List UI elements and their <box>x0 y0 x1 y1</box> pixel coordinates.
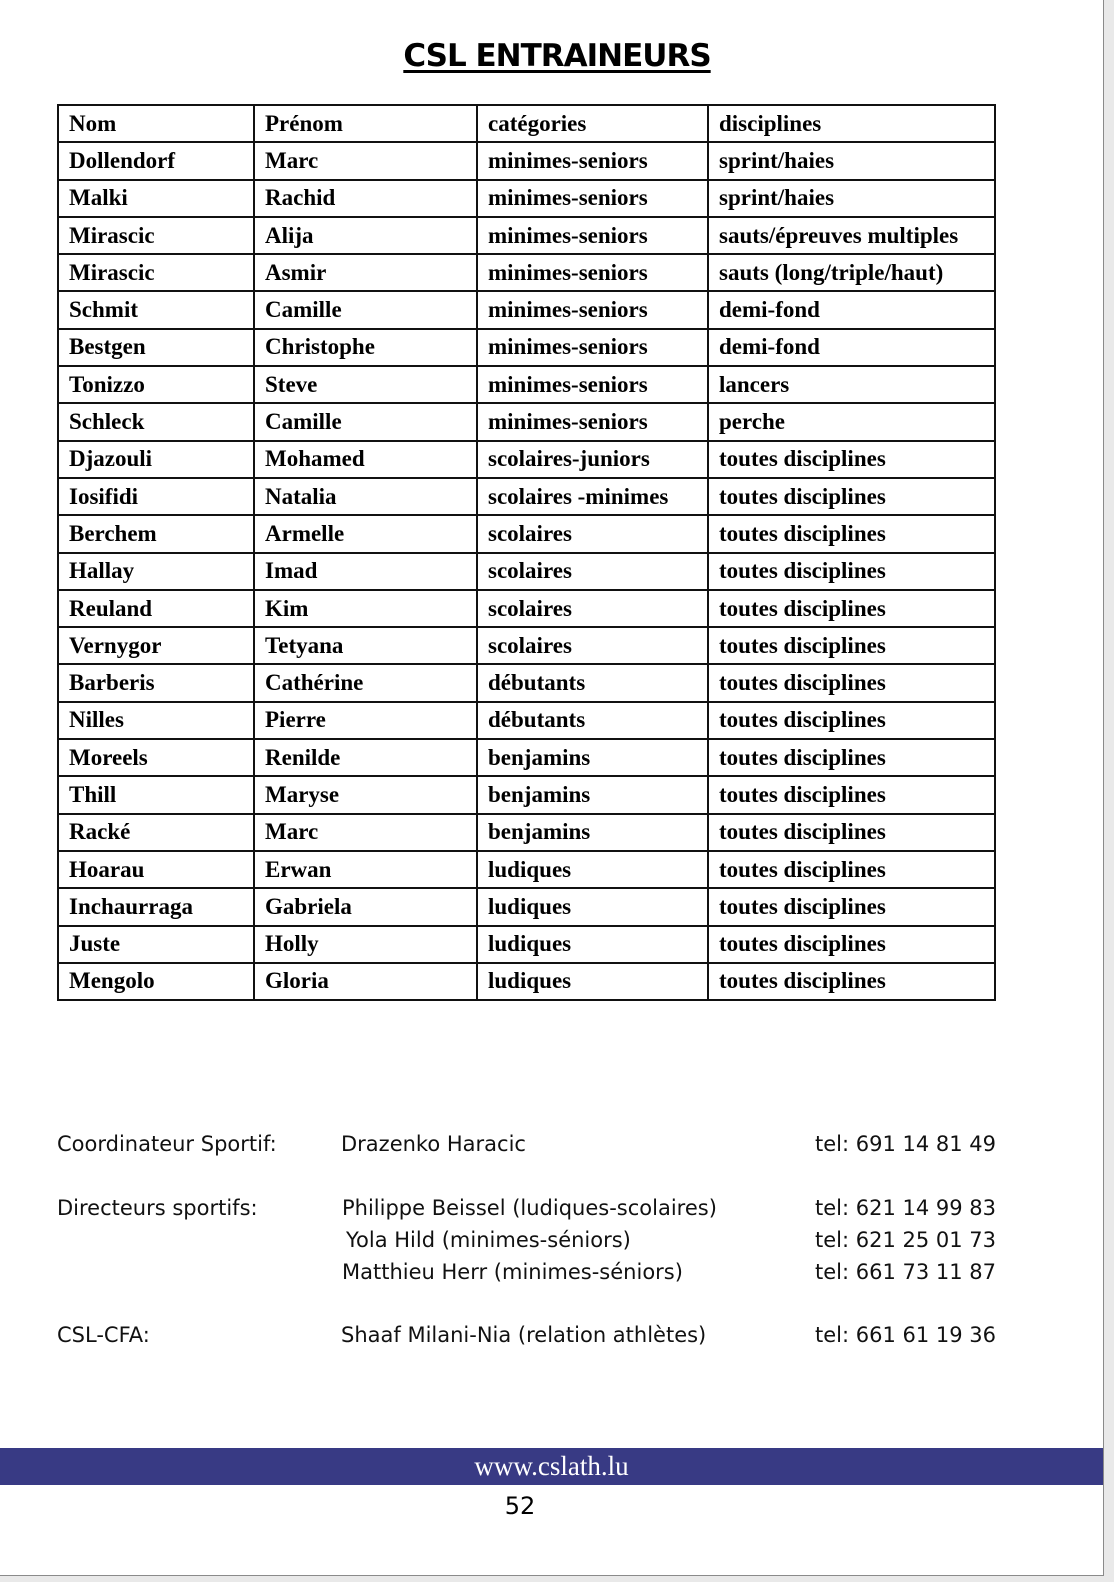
table-cell: scolaires <box>477 515 708 552</box>
table-cell: minimes-seniors <box>477 329 708 366</box>
table-row <box>58 515 995 552</box>
table-cell: disciplines <box>708 105 995 142</box>
table-cell: Imad <box>254 553 477 590</box>
director-name: Matthieu Herr (minimes-séniors) <box>342 1260 683 1284</box>
table-cell: Nilles <box>58 702 254 739</box>
coordinator-label: Coordinateur Sportif: <box>57 1132 277 1156</box>
table-cell: Camille <box>254 403 477 440</box>
table-cell: toutes disciplines <box>708 963 995 1000</box>
coaches-table <box>57 104 996 1001</box>
table-cell: Christophe <box>254 329 477 366</box>
table-row <box>58 814 995 851</box>
table-cell: Mohamed <box>254 441 477 478</box>
table-cell: toutes disciplines <box>708 888 995 925</box>
table-cell: Cathérine <box>254 664 477 701</box>
table-cell: toutes disciplines <box>708 478 995 515</box>
table-cell: toutes disciplines <box>708 553 995 590</box>
table-cell: Hallay <box>58 553 254 590</box>
table-cell: Schmit <box>58 291 254 328</box>
table-cell: toutes disciplines <box>708 627 995 664</box>
coordinator-tel: tel: 691 14 81 49 <box>815 1132 997 1156</box>
table-row <box>58 888 995 925</box>
page-title: CSL ENTRAINEURS <box>403 38 711 74</box>
director-name: Philippe Beissel (ludiques-scolaires) <box>342 1196 717 1220</box>
table-cell: benjamins <box>477 776 708 813</box>
table-cell: minimes-seniors <box>477 217 708 254</box>
table-row <box>58 478 995 515</box>
table-cell: scolaires <box>477 553 708 590</box>
table-cell: Tonizzo <box>58 366 254 403</box>
table-cell: Gloria <box>254 963 477 1000</box>
table-row <box>58 627 995 664</box>
table-cell: Rachid <box>254 180 477 217</box>
table-row <box>58 291 995 328</box>
table-cell: benjamins <box>477 814 708 851</box>
director-name: Yola Hild (minimes-séniors) <box>346 1228 631 1252</box>
table-cell: Dollendorf <box>58 142 254 179</box>
table-row <box>58 329 995 366</box>
table-cell: Schleck <box>58 403 254 440</box>
table-cell: Bestgen <box>58 329 254 366</box>
table-cell: scolaires -minimes <box>477 478 708 515</box>
table-cell: scolaires <box>477 590 708 627</box>
table-cell: Asmir <box>254 254 477 291</box>
table-row <box>58 776 995 813</box>
table-row <box>58 926 995 963</box>
table-cell: sprint/haies <box>708 142 995 179</box>
table-cell: ludiques <box>477 888 708 925</box>
table-row <box>58 664 995 701</box>
table-cell: Barberis <box>58 664 254 701</box>
table-row <box>58 702 995 739</box>
table-cell: Inchaurraga <box>58 888 254 925</box>
table-cell: Reuland <box>58 590 254 627</box>
table-cell: Steve <box>254 366 477 403</box>
table-cell: Mirascic <box>58 217 254 254</box>
table-cell: Moreels <box>58 739 254 776</box>
table-cell: toutes disciplines <box>708 515 995 552</box>
table-cell: lancers <box>708 366 995 403</box>
table-cell: toutes disciplines <box>708 776 995 813</box>
table-cell: Natalia <box>254 478 477 515</box>
table-cell: demi-fond <box>708 329 995 366</box>
table-row <box>58 441 995 478</box>
table-cell: Tetyana <box>254 627 477 664</box>
table-cell: toutes disciplines <box>708 441 995 478</box>
table-row <box>58 403 995 440</box>
table-cell: Iosifidi <box>58 478 254 515</box>
table-cell: Djazouli <box>58 441 254 478</box>
footer-url[interactable]: www.cslath.lu <box>474 1451 629 1481</box>
table-cell: Prénom <box>254 105 477 142</box>
table-cell: toutes disciplines <box>708 814 995 851</box>
table-cell: Erwan <box>254 851 477 888</box>
table-cell: Pierre <box>254 702 477 739</box>
table-cell: Nom <box>58 105 254 142</box>
table-cell: ludiques <box>477 963 708 1000</box>
table-cell: scolaires <box>477 627 708 664</box>
table-row <box>58 590 995 627</box>
table-cell: toutes disciplines <box>708 926 995 963</box>
directors-label: Directeurs sportifs: <box>57 1196 258 1220</box>
table-row <box>58 963 995 1000</box>
table-cell: Marc <box>254 142 477 179</box>
table-header-row <box>58 105 995 142</box>
table-row <box>58 553 995 590</box>
table-cell: demi-fond <box>708 291 995 328</box>
table-cell: Juste <box>58 926 254 963</box>
table-cell: ludiques <box>477 851 708 888</box>
table-cell: Hoarau <box>58 851 254 888</box>
table-cell: Marc <box>254 814 477 851</box>
page-number: 52 <box>504 1492 536 1520</box>
table-cell: sauts (long/triple/haut) <box>708 254 995 291</box>
table-row <box>58 851 995 888</box>
table-cell: toutes disciplines <box>708 739 995 776</box>
table-cell: Mengolo <box>58 963 254 1000</box>
table-cell: ludiques <box>477 926 708 963</box>
table-cell: sprint/haies <box>708 180 995 217</box>
table-cell: Camille <box>254 291 477 328</box>
cfa-tel: tel: 661 61 19 36 <box>815 1323 997 1347</box>
coordinator-name: Drazenko Haracic <box>341 1132 526 1156</box>
table-row <box>58 142 995 179</box>
table-cell: Holly <box>254 926 477 963</box>
table-row <box>58 254 995 291</box>
table-row <box>58 739 995 776</box>
table-cell: Alija <box>254 217 477 254</box>
table-row <box>58 180 995 217</box>
table-cell: Armelle <box>254 515 477 552</box>
table-cell: débutants <box>477 664 708 701</box>
table-row <box>58 217 995 254</box>
table-cell: Gabriela <box>254 888 477 925</box>
table-cell: sauts/épreuves multiples <box>708 217 995 254</box>
table-cell: Berchem <box>58 515 254 552</box>
table-cell: minimes-seniors <box>477 291 708 328</box>
table-row <box>58 366 995 403</box>
table-cell: Malki <box>58 180 254 217</box>
table-cell: Renilde <box>254 739 477 776</box>
table-cell: débutants <box>477 702 708 739</box>
table-cell: perche <box>708 403 995 440</box>
cfa-name: Shaaf Milani-Nia (relation athlètes) <box>341 1323 707 1347</box>
table-cell: Mirascic <box>58 254 254 291</box>
table-cell: Maryse <box>254 776 477 813</box>
table-cell: Vernygor <box>58 627 254 664</box>
table-cell: catégories <box>477 105 708 142</box>
table-cell: toutes disciplines <box>708 664 995 701</box>
table-cell: minimes-seniors <box>477 254 708 291</box>
table-cell: toutes disciplines <box>708 590 995 627</box>
director-tel: tel: 621 25 01 73 <box>815 1228 997 1252</box>
table-cell: toutes disciplines <box>708 851 995 888</box>
table-cell: minimes-seniors <box>477 366 708 403</box>
table-cell: minimes-seniors <box>477 142 708 179</box>
director-tel: tel: 621 14 99 83 <box>815 1196 997 1220</box>
cfa-label: CSL-CFA: <box>57 1323 150 1347</box>
table-cell: minimes-seniors <box>477 180 708 217</box>
table-cell: scolaires-juniors <box>477 441 708 478</box>
table-cell: minimes-seniors <box>477 403 708 440</box>
table-cell: Kim <box>254 590 477 627</box>
table-cell: Racké <box>58 814 254 851</box>
table-cell: benjamins <box>477 739 708 776</box>
director-tel: tel: 661 73 11 87 <box>815 1260 997 1284</box>
table-cell: Thill <box>58 776 254 813</box>
table-cell: toutes disciplines <box>708 702 995 739</box>
